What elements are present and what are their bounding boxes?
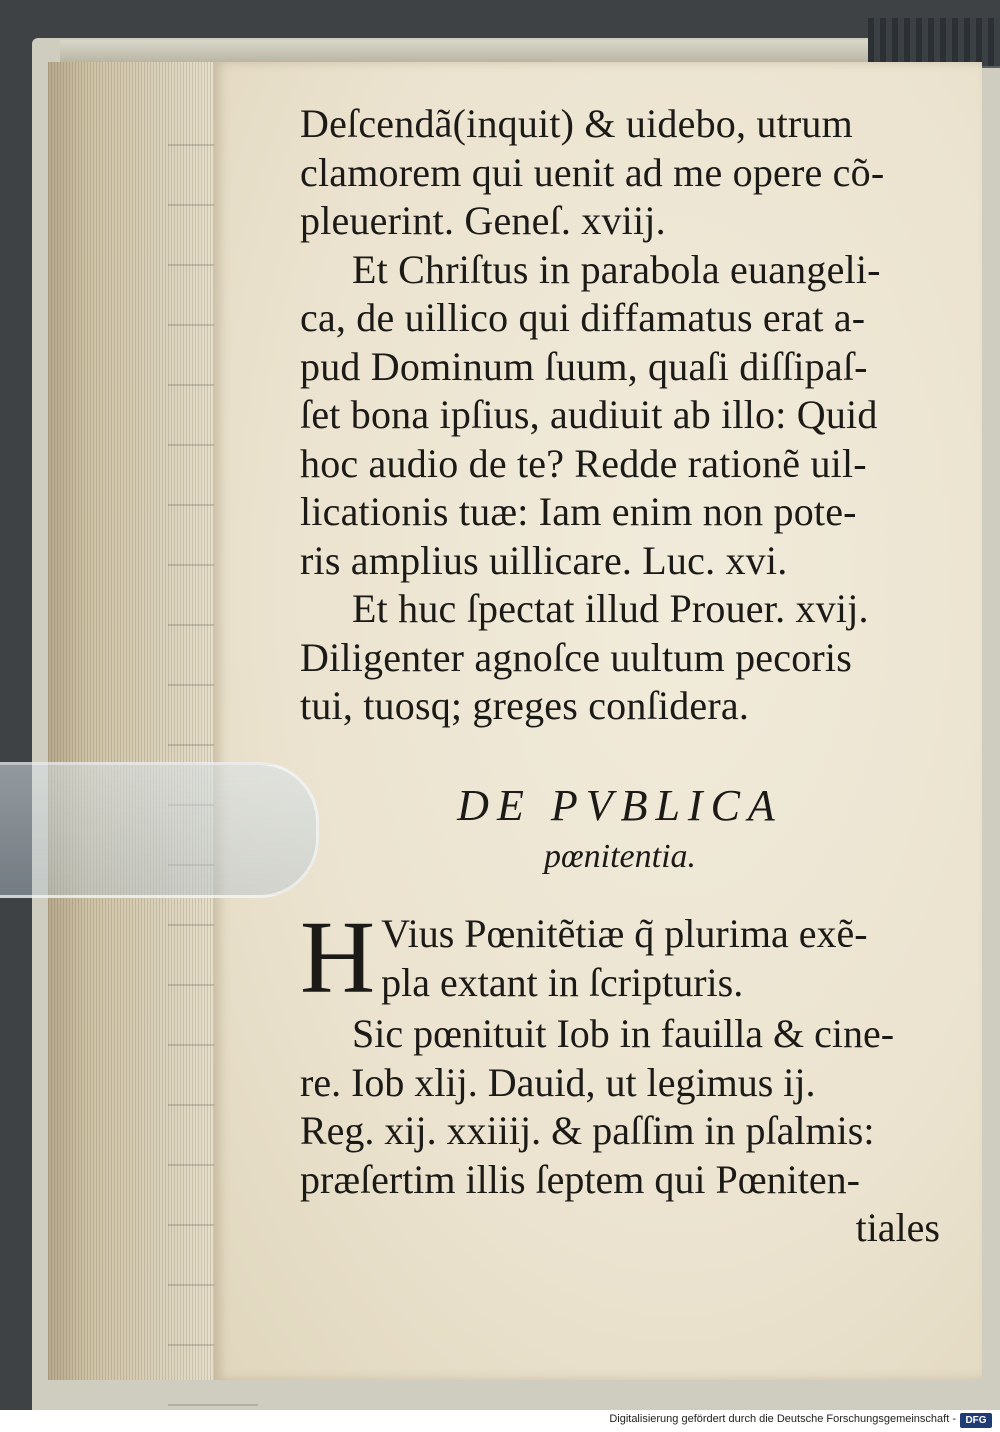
text-line: ris amplius uillicare. Luc. xvi.	[300, 537, 788, 583]
page-edges	[48, 62, 219, 1380]
text-line: Et Chriſtus in parabola euangeli-	[352, 246, 881, 292]
text-line: Deſcendã(inquit) & uidebo, utrum	[300, 101, 853, 146]
text-line: Reg. xij. xxiiij. & paſſim in pſalmis:	[300, 1108, 875, 1153]
funding-credit: Digitalisierung gefördert durch die Deutsche Forschungsgemeinschaft -	[609, 1413, 956, 1425]
text-line: præſertim illis ſeptem qui Pœniten-	[300, 1156, 860, 1202]
text-line: pleuerint. Geneſ. xviij.	[300, 198, 666, 243]
text-line: hoc audio de te? Redde rationẽ uil-	[300, 440, 867, 486]
text-line: tui, tuosq; greges conſidera.	[300, 683, 750, 728]
cover-top-edge	[60, 40, 990, 62]
section-subheading: pœnitentia.	[543, 838, 697, 875]
bookmark-strip	[0, 762, 319, 898]
dfg-logo: DFG	[960, 1413, 992, 1428]
text-line: Et huc ſpectat illud Prouer. xvij.	[352, 586, 869, 631]
text-line: re. Iob xlij. Dauid, ut legimus ij.	[300, 1059, 816, 1105]
page-text-top	[300, 100, 940, 731]
text-line: pla extant in ſcripturis.	[381, 959, 744, 1005]
text-line: Vius Pœnitẽtiæ q̃ plurima exẽ-	[381, 911, 868, 956]
text-line: clamorem qui uenit ad me opere cõ-	[300, 149, 885, 195]
page-text-bottom	[300, 900, 940, 1253]
text-line: licationis tuæ: Iam enim non pote-	[300, 489, 857, 534]
book-clasp	[868, 18, 1000, 68]
text-line: Diligenter agnoſce uultum pecoris	[300, 634, 852, 680]
drop-initial: H	[300, 900, 376, 1015]
text-line: pud Dominum ſuum, quaſi diſſipaſ-	[300, 343, 868, 389]
catchword: tiales	[855, 1205, 940, 1250]
section-heading: DE PVBLICA	[457, 781, 783, 830]
text-line: Sic pœnituit Iob in fauilla & cine-	[352, 1011, 895, 1056]
text-line: ca, de uillico qui diffamatus erat a-	[300, 295, 866, 340]
text-line: ſet bona ipſius, audiuit ab illo: Quid	[300, 392, 878, 437]
